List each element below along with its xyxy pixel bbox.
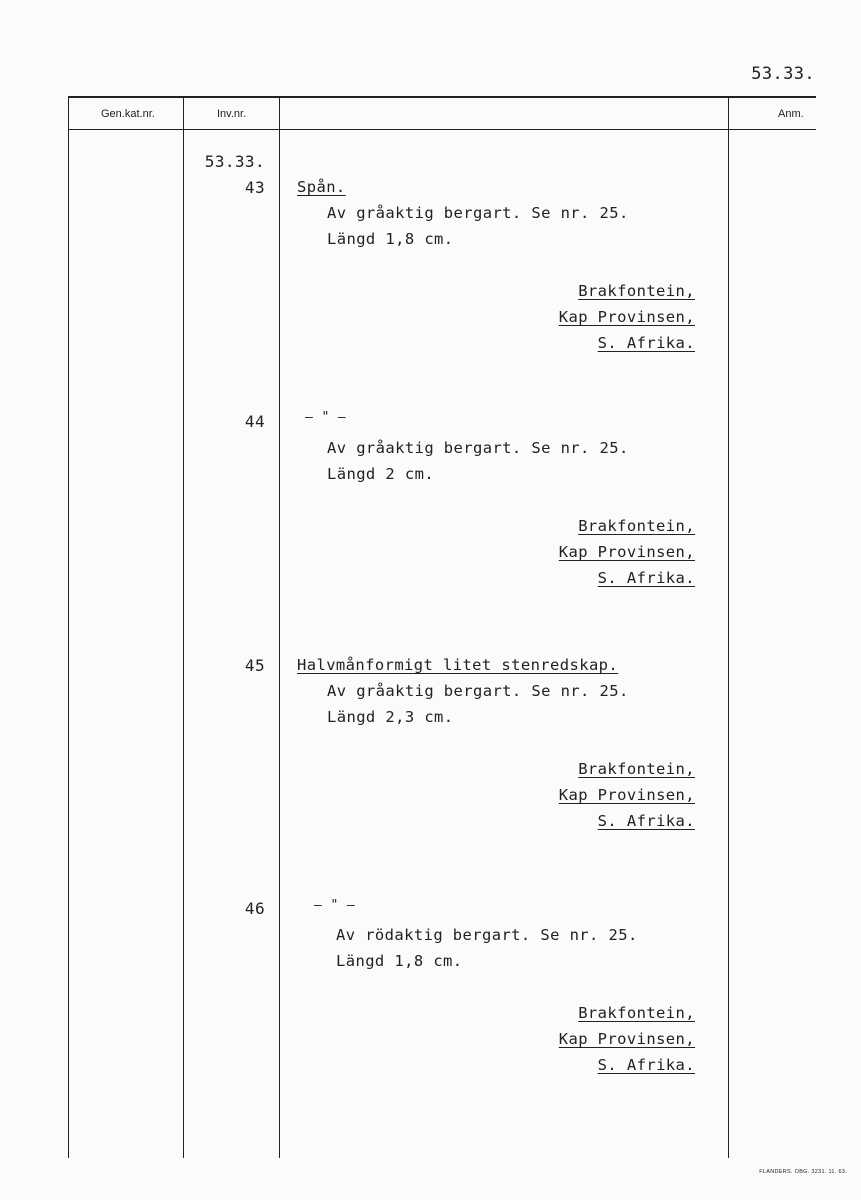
entry-title: – " –	[314, 898, 356, 913]
header-anm: Anm.	[778, 108, 804, 120]
header-top-rule	[68, 96, 816, 98]
printer-imprint: FLANDERS. OBG. 3231. 11. 63.	[759, 1169, 847, 1175]
header-inv: Inv.nr.	[217, 108, 247, 120]
entry-title: Spån.	[297, 178, 346, 196]
entry-description: Av gråaktig bergart. Se nr. 25.	[327, 682, 629, 700]
catalog-prefix: 53.33.	[204, 152, 265, 171]
column-divider-left	[68, 96, 69, 1158]
find-place	[559, 1004, 695, 1082]
entry-length: Längd 2 cm.	[327, 465, 435, 483]
find-place	[559, 760, 695, 838]
inv-number: 45	[244, 656, 265, 675]
entry-description: Av gråaktig bergart. Se nr. 25.	[327, 439, 629, 457]
find-place	[559, 282, 695, 360]
page-number: 53.33.	[751, 64, 815, 84]
place-site: Brakfontein,	[578, 1004, 695, 1022]
place-site: Brakfontein,	[578, 517, 695, 535]
place-site: Brakfontein,	[578, 760, 695, 778]
inv-number: 44	[244, 412, 265, 431]
place-province: Kap Provinsen,	[558, 1030, 695, 1048]
place-province: Kap Provinsen,	[558, 543, 695, 561]
column-divider-inv	[279, 96, 280, 1158]
header-genkat: Gen.kat.nr.	[101, 108, 155, 120]
inv-number: 43	[244, 178, 265, 197]
place-province: Kap Provinsen,	[558, 308, 695, 326]
column-divider-anm	[728, 96, 729, 1158]
find-place	[559, 517, 695, 595]
entry-length: Längd 1,8 cm.	[327, 230, 454, 248]
place-country: S. Afrika.	[597, 569, 695, 587]
entry-length: Längd 2,3 cm.	[327, 708, 454, 726]
place-country: S. Afrika.	[597, 1056, 695, 1074]
entry-description: Av rödaktig bergart. Se nr. 25.	[336, 926, 638, 944]
place-country: S. Afrika.	[597, 812, 695, 830]
entry-length: Längd 1,8 cm.	[336, 952, 463, 970]
header-bottom-rule	[68, 129, 816, 130]
entry-title: – " –	[305, 410, 347, 425]
entry-description: Av gråaktig bergart. Se nr. 25.	[327, 204, 629, 222]
entry-title: Halvmånformigt litet stenredskap.	[297, 656, 619, 674]
place-province: Kap Provinsen,	[558, 786, 695, 804]
column-divider-genkat	[183, 96, 184, 1158]
inv-number: 46	[244, 899, 265, 918]
place-site: Brakfontein,	[578, 282, 695, 300]
place-country: S. Afrika.	[597, 334, 695, 352]
